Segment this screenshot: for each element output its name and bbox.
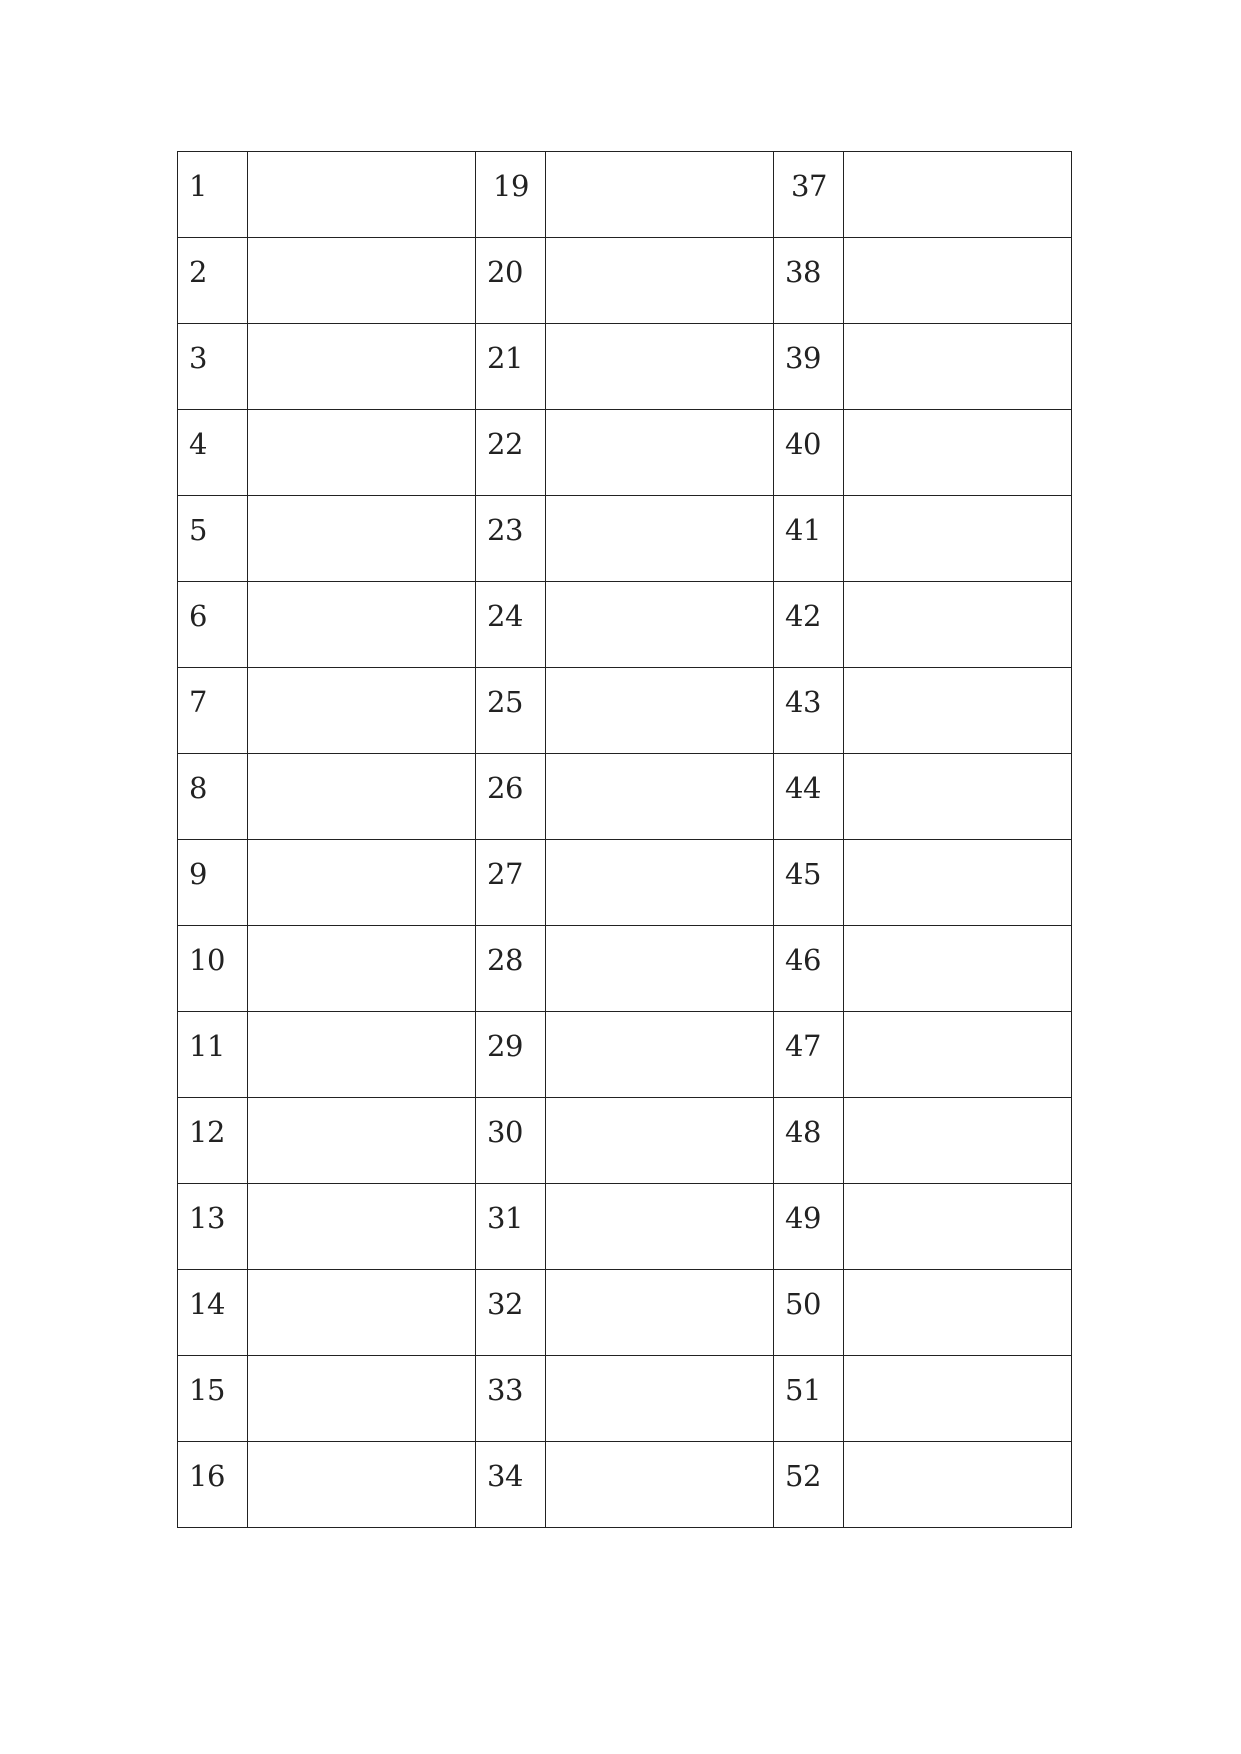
question-number: 47 <box>774 1012 844 1098</box>
answer-cell[interactable] <box>844 926 1072 1012</box>
question-number: 52 <box>774 1442 844 1528</box>
question-number: 8 <box>178 754 248 840</box>
question-number: 43 <box>774 668 844 754</box>
question-number: 15 <box>178 1356 248 1442</box>
answer-cell[interactable] <box>844 1356 1072 1442</box>
question-number: 5 <box>178 496 248 582</box>
answer-cell[interactable] <box>248 1356 476 1442</box>
question-number: 50 <box>774 1270 844 1356</box>
answer-cell[interactable] <box>844 324 1072 410</box>
answer-cell[interactable] <box>248 1270 476 1356</box>
question-number: 11 <box>178 1012 248 1098</box>
answer-cell[interactable] <box>248 582 476 668</box>
question-number: 26 <box>476 754 546 840</box>
answer-cell[interactable] <box>844 754 1072 840</box>
question-number: 25 <box>476 668 546 754</box>
question-number: 32 <box>476 1270 546 1356</box>
answer-cell[interactable] <box>844 152 1072 238</box>
question-number: 40 <box>774 410 844 496</box>
answer-cell[interactable] <box>844 1442 1072 1528</box>
question-number: 9 <box>178 840 248 926</box>
table-row <box>178 926 1072 1012</box>
answer-cell[interactable] <box>546 754 774 840</box>
question-number: 3 <box>178 324 248 410</box>
answer-cell[interactable] <box>844 238 1072 324</box>
table-row <box>178 152 1072 238</box>
question-number: 4 <box>178 410 248 496</box>
question-number: 51 <box>774 1356 844 1442</box>
question-number: 28 <box>476 926 546 1012</box>
table-row <box>178 1098 1072 1184</box>
question-number: 37 <box>774 152 844 238</box>
answer-cell[interactable] <box>844 668 1072 754</box>
table-row <box>178 1012 1072 1098</box>
question-number: 20 <box>476 238 546 324</box>
answer-cell[interactable] <box>546 1184 774 1270</box>
answer-cell[interactable] <box>546 1356 774 1442</box>
table-row <box>178 410 1072 496</box>
answer-cell[interactable] <box>546 582 774 668</box>
answer-cell[interactable] <box>248 1184 476 1270</box>
answer-cell[interactable] <box>844 1012 1072 1098</box>
question-number: 19 <box>476 152 546 238</box>
question-number: 31 <box>476 1184 546 1270</box>
answer-cell[interactable] <box>546 496 774 582</box>
answer-cell[interactable] <box>844 840 1072 926</box>
table-row <box>178 1442 1072 1528</box>
question-number: 29 <box>476 1012 546 1098</box>
question-number: 41 <box>774 496 844 582</box>
question-number: 30 <box>476 1098 546 1184</box>
table-row <box>178 1270 1072 1356</box>
answer-cell[interactable] <box>546 926 774 1012</box>
answer-cell[interactable] <box>248 754 476 840</box>
question-number: 12 <box>178 1098 248 1184</box>
answer-cell[interactable] <box>546 1442 774 1528</box>
answer-cell[interactable] <box>546 1098 774 1184</box>
question-number: 2 <box>178 238 248 324</box>
question-number: 23 <box>476 496 546 582</box>
question-number: 46 <box>774 926 844 1012</box>
answer-cell[interactable] <box>546 840 774 926</box>
table-row <box>178 582 1072 668</box>
question-number: 34 <box>476 1442 546 1528</box>
question-number: 14 <box>178 1270 248 1356</box>
answer-cell[interactable] <box>546 1270 774 1356</box>
question-number: 10 <box>178 926 248 1012</box>
answer-cell[interactable] <box>248 926 476 1012</box>
answer-cell[interactable] <box>546 152 774 238</box>
question-number: 24 <box>476 582 546 668</box>
question-number: 21 <box>476 324 546 410</box>
question-number: 44 <box>774 754 844 840</box>
answer-cell[interactable] <box>546 410 774 496</box>
table-row <box>178 238 1072 324</box>
answer-cell[interactable] <box>844 582 1072 668</box>
question-number: 42 <box>774 582 844 668</box>
question-number: 33 <box>476 1356 546 1442</box>
question-number: 49 <box>774 1184 844 1270</box>
answer-cell[interactable] <box>546 324 774 410</box>
question-number: 6 <box>178 582 248 668</box>
answer-cell[interactable] <box>248 840 476 926</box>
answer-cell[interactable] <box>248 410 476 496</box>
answer-cell[interactable] <box>248 152 476 238</box>
answer-sheet-table <box>177 151 1072 1528</box>
answer-cell[interactable] <box>248 1098 476 1184</box>
answer-sheet-body <box>178 152 1072 1528</box>
question-number: 1 <box>178 152 248 238</box>
table-row <box>178 1356 1072 1442</box>
table-row <box>178 840 1072 926</box>
answer-cell[interactable] <box>248 324 476 410</box>
question-number: 13 <box>178 1184 248 1270</box>
question-number: 16 <box>178 1442 248 1528</box>
question-number: 48 <box>774 1098 844 1184</box>
question-number: 7 <box>178 668 248 754</box>
answer-cell[interactable] <box>844 1184 1072 1270</box>
answer-cell[interactable] <box>248 496 476 582</box>
answer-cell[interactable] <box>248 238 476 324</box>
answer-cell[interactable] <box>844 410 1072 496</box>
question-number: 22 <box>476 410 546 496</box>
answer-cell[interactable] <box>248 668 476 754</box>
question-number: 38 <box>774 238 844 324</box>
question-number: 27 <box>476 840 546 926</box>
table-row <box>178 754 1072 840</box>
answer-cell[interactable] <box>546 668 774 754</box>
answer-cell[interactable] <box>844 1098 1072 1184</box>
answer-cell[interactable] <box>248 1442 476 1528</box>
question-number: 39 <box>774 324 844 410</box>
table-row <box>178 1184 1072 1270</box>
answer-cell[interactable] <box>844 1270 1072 1356</box>
question-number: 45 <box>774 840 844 926</box>
answer-cell[interactable] <box>546 1012 774 1098</box>
answer-cell[interactable] <box>248 1012 476 1098</box>
table-row <box>178 668 1072 754</box>
answer-cell[interactable] <box>546 238 774 324</box>
table-row <box>178 496 1072 582</box>
table-row <box>178 324 1072 410</box>
answer-cell[interactable] <box>844 496 1072 582</box>
